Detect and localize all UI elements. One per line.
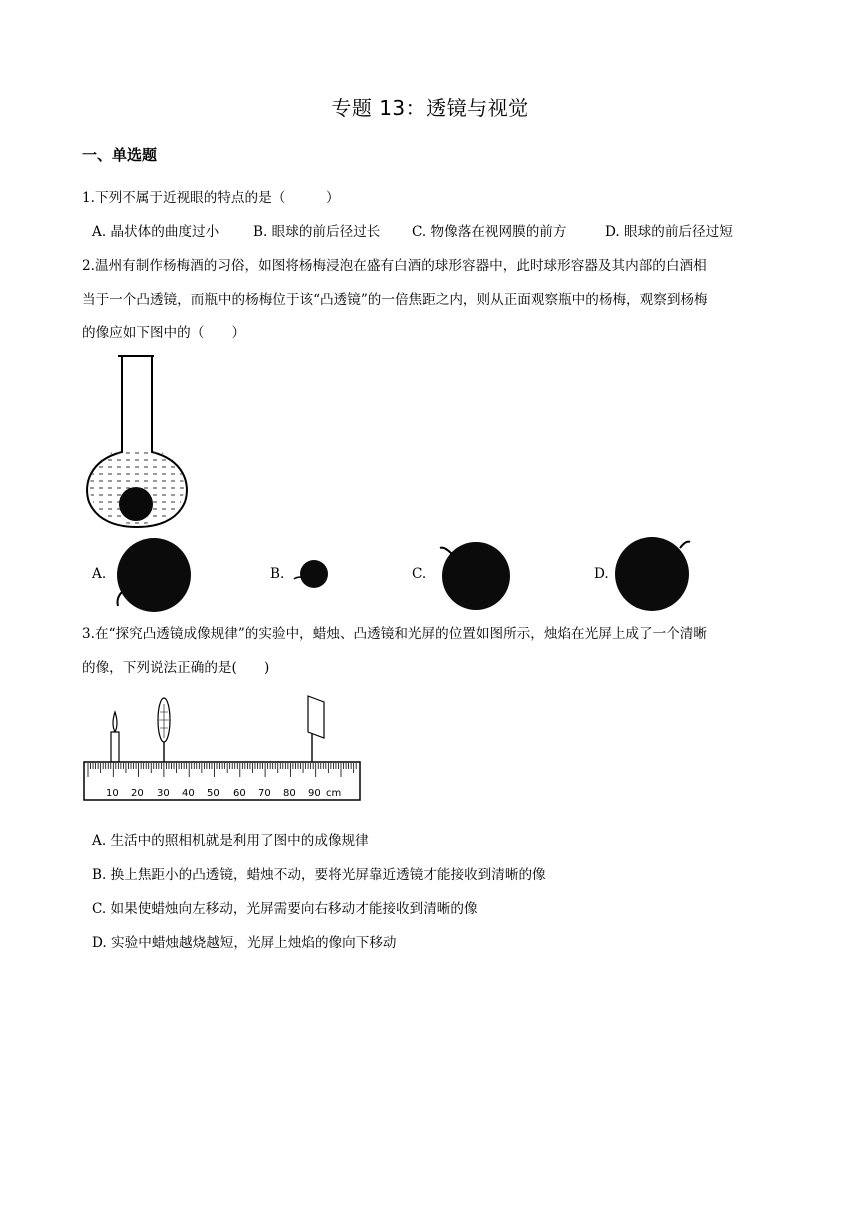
q1-option-c: C. 物像落在视网膜的前方 <box>412 224 567 240</box>
ruler-label-60: 60 <box>233 788 246 799</box>
lens-icon <box>158 698 170 762</box>
q3-option-d: D. 实验中蜡烛越烧越短，光屏上烛焰的像向下移动 <box>92 935 397 951</box>
ruler-label-70: 70 <box>258 788 271 799</box>
q1-option-d: D. 眼球的前后径过短 <box>605 224 733 240</box>
ruler-label-30: 30 <box>157 788 170 799</box>
ruler-label-unit: cm <box>326 788 342 799</box>
q2-option-a-image <box>108 534 196 616</box>
q2-option-b-image <box>290 553 336 595</box>
ruler-label-20: 20 <box>131 788 144 799</box>
q2-option-c-image <box>430 534 516 614</box>
optical-bench-figure <box>80 690 366 804</box>
q3-option-b: B. 换上焦距小的凸透镜，蜡烛不动，要将光屏靠近透镜才能接收到清晰的像 <box>92 867 546 883</box>
candle-icon <box>111 712 119 762</box>
q1-option-b: B. 眼球的前后径过长 <box>253 224 381 240</box>
ruler-label-80: 80 <box>283 788 296 799</box>
q3-option-c: C. 如果使蜡烛向左移动，光屏需要向右移动才能接收到清晰的像 <box>92 901 478 917</box>
ruler-label-50: 50 <box>207 788 220 799</box>
q2-option-a-label: A. <box>92 566 107 582</box>
screen-icon <box>308 696 324 762</box>
ruler-label-40: 40 <box>182 788 195 799</box>
page-title: 专题 13：透镜与视觉 <box>331 96 529 120</box>
question-2-line-2: 当于一个凸透镜，而瓶中的杨梅位于该“凸透镜”的一倍焦距之内，则从正面观察瓶中的杨梅，观察到杨梅 <box>82 292 708 308</box>
flask-figure <box>80 352 194 528</box>
question-2-line-3: 的像应如下图中的（ ） <box>82 325 246 341</box>
question-3-line-2: 的像，下列说法正确的是( ) <box>82 660 270 676</box>
question-2-line-1: 2.温州有制作杨梅酒的习俗，如图将杨梅浸泡在盛有白酒的球形容器中，此时球形容器及其内部的白酒相 <box>82 258 707 274</box>
q2-option-d-label: D. <box>594 566 609 582</box>
question-3-line-1: 3.在“探究凸透镜成像规律”的实验中，蜡烛、凸透镜和光屏的位置如图所示，烛焰在光屏上成了一个清晰 <box>82 626 707 642</box>
section-heading: 一、单选题 <box>82 146 158 164</box>
q3-option-a: A. 生活中的照相机就是利用了图中的成像规律 <box>92 833 369 849</box>
ruler-label-90: 90 <box>308 788 321 799</box>
q1-option-a: A. 晶状体的曲度过小 <box>92 224 220 240</box>
q2-option-b-label: B. <box>270 566 285 582</box>
q2-option-d-image <box>610 530 698 614</box>
q2-option-c-label: C. <box>412 566 427 582</box>
question-1-stem: 1.下列不属于近视眼的特点的是（ ） <box>82 190 340 206</box>
ruler-label-10: 10 <box>106 788 119 799</box>
